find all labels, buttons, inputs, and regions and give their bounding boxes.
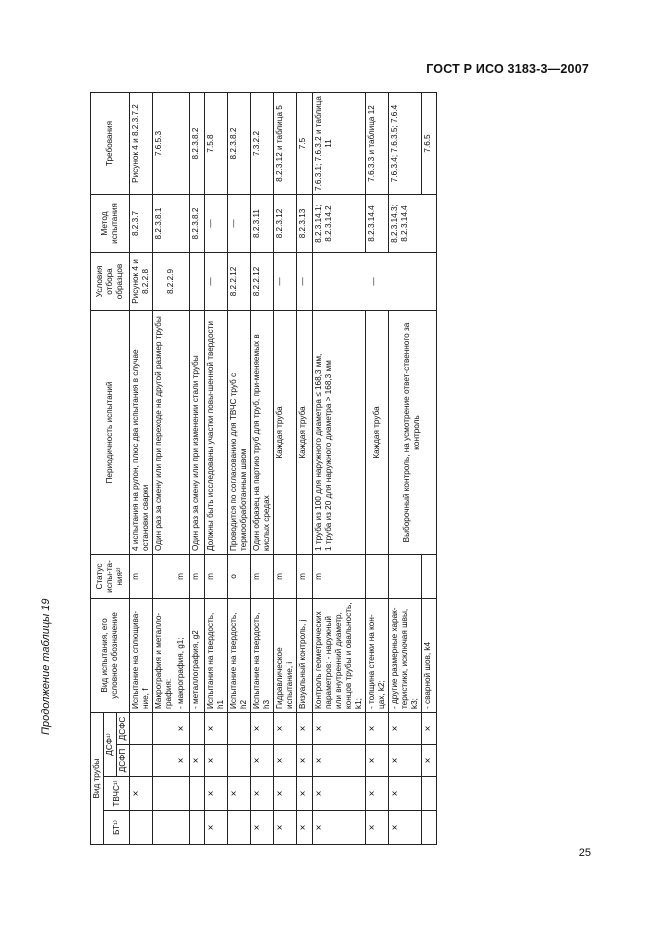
cell-mark: × [365, 745, 388, 777]
table-row [153, 93, 176, 845]
cell-frequency: Каждая труба [365, 311, 388, 555]
cell-status: m [175, 555, 190, 599]
cell-mark: × [190, 745, 205, 777]
cell-conditions: 8.2.2.12 [228, 253, 251, 311]
cell-mark: × [175, 713, 190, 745]
cell-mark: × [312, 713, 365, 745]
cell-mark: × [228, 777, 251, 811]
cell-requirements: 8.2.3.8.2 [190, 93, 205, 195]
cell-requirements: 8.2.3.8.2 [228, 93, 251, 195]
rotated-table-wrapper [90, 93, 578, 845]
cell-mark: × [297, 811, 312, 845]
cell-status: m [274, 555, 297, 599]
cell-requirements: 8.2.3.12 и таблица 5 [274, 93, 297, 195]
cell-method: 8.2.3.11 [251, 195, 274, 253]
cell-test: - макрография, g1; [175, 599, 190, 713]
header-requirements: Требования [91, 93, 130, 195]
cell-method: 8.2.3.13 [297, 195, 312, 253]
header-test: Вид испытания, его условное обозначение [91, 599, 130, 713]
cell-test: - металлография, g2 [190, 599, 205, 713]
cell-status: m [190, 555, 205, 599]
cell-frequency-line: 1 труба из 20 для наружного диаметра > 168,3 мм [323, 360, 333, 551]
cell-mark: × [365, 713, 388, 745]
header-sampling-conditions: Условия отбора образцов [91, 253, 130, 311]
cell-method: 8.2.3.7 [130, 195, 153, 253]
cell-test: Испытание на сплющива-ние, f [130, 599, 153, 713]
cell-mark: × [421, 745, 436, 777]
cell-method: 8.2.3.14.4 [365, 195, 388, 253]
header-dsf: ДСФ¹⁾ [104, 713, 117, 777]
cell-frequency: Должны быть исследованы участки повы-шенной твердости [205, 311, 228, 555]
cell-conditions: — [312, 253, 436, 311]
cell-mark: × [274, 713, 297, 745]
cell-mark: × [205, 811, 228, 845]
table-row [312, 93, 365, 845]
table-row [251, 93, 274, 845]
cell-conditions: Рисунок 4 и 8.2.2.8 [130, 253, 153, 311]
cell-conditions: 8.2.2.9 [153, 253, 190, 311]
cell-frequency: Каждая труба [297, 311, 312, 555]
cell-status: m [251, 555, 274, 599]
cell-test: Гидравлическое испытание, i [274, 599, 297, 713]
cell-frequency: Каждая труба [274, 311, 297, 555]
cell-mark: × [388, 811, 421, 845]
cell-mark: × [365, 777, 388, 811]
cell-mark: × [274, 745, 297, 777]
cell-mark: × [251, 777, 274, 811]
cell-test: Испытание на твердость, h3 [251, 599, 274, 713]
cell-mark: × [297, 713, 312, 745]
cell-status: m [312, 555, 365, 599]
cell-requirements: 7.6.5 [421, 93, 436, 195]
header-bt: БТ¹⁾ [104, 811, 130, 845]
cell-method: 8.2.3.8.2 [190, 195, 205, 253]
cell-requirements: 7.6.5.3 [153, 93, 190, 195]
cell-requirements: 7.6.3.1; 7.6.3.2 и таблица 11 [312, 93, 365, 195]
table-row [190, 93, 205, 845]
header-dsfp: ДСФП [117, 745, 130, 777]
cell-method: — [205, 195, 228, 253]
cell-mark: × [388, 745, 421, 777]
cell-mark: × [274, 811, 297, 845]
cell-frequency: Один раз за смену или при переходе на другой размер трубы [153, 311, 190, 555]
cell-requirements: 7.6.3.4; 7.6.3.5; 7.6.4 [388, 93, 421, 195]
table-row [365, 93, 388, 845]
cell-status: m [130, 555, 153, 599]
cell-mark: × [388, 777, 421, 811]
requirements-table [90, 92, 437, 845]
header-frequency: Периодичность испытаний [91, 311, 130, 555]
cell-mark: × [365, 811, 388, 845]
table-row [388, 93, 421, 845]
table-row [274, 93, 297, 845]
cell-conditions: — [297, 253, 312, 311]
cell-frequency: Выборочный контроль, на усмотрение ответ-ственного за контроль [388, 311, 436, 555]
cell-mark: × [274, 777, 297, 811]
cell-frequency: Один образец на партию труб для труб, при-меняемых в кислых средах [251, 311, 274, 555]
cell-test: - другие размерные харак-теристики, исключая швы, k3; [388, 599, 421, 713]
cell-frequency: Проводится по согласованию для ТВЧС труб с термообработанным швом [228, 311, 251, 555]
cell-status: o [228, 555, 251, 599]
cell-requirements: 7.3.2.2 [251, 93, 274, 195]
cell-mark: × [388, 713, 421, 745]
cell-method: — [228, 195, 251, 253]
cell-frequency-line: 1 труба из 100 для наружного диаметра ≤ 168,3 мм, [313, 353, 323, 551]
cell-mark: × [297, 777, 312, 811]
cell-mark: × [205, 713, 228, 745]
cell-mark: × [297, 745, 312, 777]
cell-conditions: — [205, 253, 228, 311]
cell-mark: × [312, 777, 365, 811]
cell-mark: × [130, 777, 153, 811]
cell-mark: × [205, 777, 228, 811]
cell-mark: × [251, 745, 274, 777]
table-row [228, 93, 251, 845]
cell-test: Испытания на твердость, h1 [205, 599, 228, 713]
cell-test: Контроль геометрических параметров: - наружный или внутренний диаметр, концов трубы и овальность, k1; [312, 599, 365, 713]
cell-mark: × [251, 713, 274, 745]
cell-mark: × [205, 745, 228, 777]
cell-conditions: 8.2.2.12 [251, 253, 274, 311]
header-status: Статус испы-та-ния²⁾ [91, 555, 130, 599]
cell-method: 8.2.3.14.1; 8.2.3.14.2 [312, 195, 365, 253]
cell-test: Испытание на твердость, h2 [228, 599, 251, 713]
cell-method: 8.2.3.8.1 [153, 195, 190, 253]
table-row [130, 93, 153, 845]
document-header: ГОСТ Р ИСО 3183-3—2007 [426, 62, 589, 76]
cell-frequency: 4 испытания на рулон, плюс два испытания в случае остановки сварки [130, 311, 153, 555]
cell-requirements: 7.5.8 [205, 93, 228, 195]
cell-requirements: 7.6.3.3 и таблица 12 [365, 93, 388, 195]
cell-frequency: Один раз за смену или при изменении стали трубы [190, 311, 205, 555]
cell-mark: × [312, 811, 365, 845]
table-continuation-caption: Продолжение таблицы 19 [40, 598, 52, 735]
cell-requirements: Рисунок 4 и 8.2.3.7.2 [130, 93, 153, 195]
cell-test: Визуальный контроль, j [297, 599, 312, 713]
header-tvchs: ТВЧС¹⁾ [104, 777, 130, 811]
page-number: 25 [578, 847, 591, 859]
cell-mark: × [312, 745, 365, 777]
cell-requirements: 7.5 [297, 93, 312, 195]
cell-frequency [312, 311, 365, 555]
cell-status: m [205, 555, 228, 599]
cell-mark: × [175, 745, 190, 777]
header-row-1 [91, 93, 104, 845]
cell-test: Макрография и металло-графия: [153, 599, 176, 713]
cell-test: - толщина стенки на кон-цах, k2; [365, 599, 388, 713]
cell-mark: × [251, 811, 274, 845]
cell-test: - сварной шов, k4 [421, 599, 436, 713]
cell-conditions: — [274, 253, 297, 311]
header-pipe-type: Вид трубы [91, 713, 104, 845]
header-test-method: Метод испытания [91, 195, 130, 253]
cell-mark: × [421, 713, 436, 745]
cell-method: 8.2.3.14.3; 8.2.3.14.4 [388, 195, 436, 253]
table-row [205, 93, 228, 845]
cell-method: 8.2.3.12 [274, 195, 297, 253]
header-dsfs: ДСФС [117, 713, 130, 745]
table-row [297, 93, 312, 845]
cell-status: m [297, 555, 312, 599]
